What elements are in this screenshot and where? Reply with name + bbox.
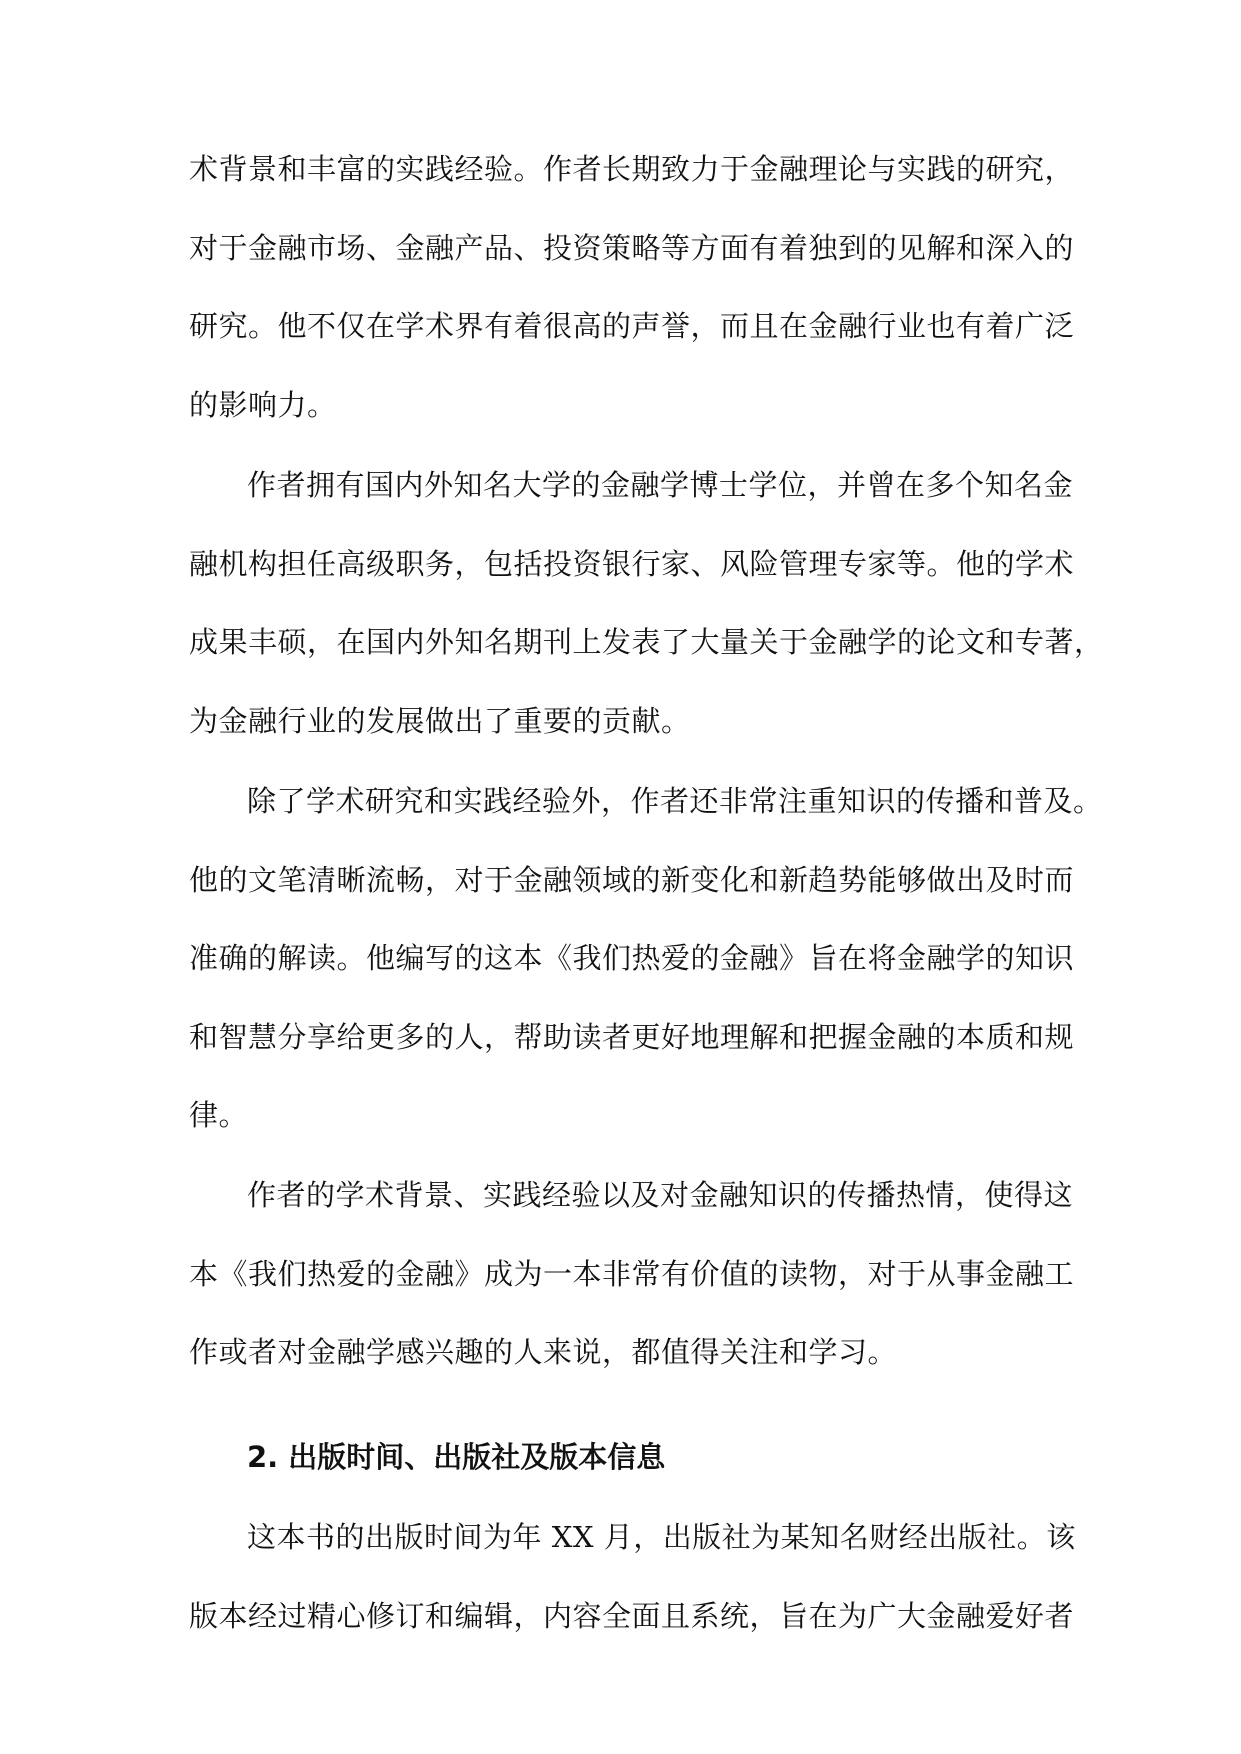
text-line: 为金融行业的发展做出了重要的贡献。	[189, 704, 691, 738]
text-line: 成果丰硕，在国内外知名期刊上发表了大量关于金融学的论文和专著，	[189, 625, 1104, 659]
text-line: 对于金融市场、金融产品、投资策略等方面有着独到的见解和深入的	[189, 231, 1075, 265]
text-line: 融机构担任高级职务，包括投资银行家、风险管理专家等。他的学术	[189, 547, 1075, 581]
text-line: 研究。他不仅在学术界有着很高的声誉，而且在金融行业也有着广泛	[189, 309, 1075, 343]
section-heading: 2. 出版时间、出版社及版本信息	[247, 1440, 666, 1474]
text-line: 律。	[189, 1098, 249, 1132]
text-line: 的影响力。	[189, 388, 337, 422]
text-line: 术背景和丰富的实践经验。作者长期致力于金融理论与实践的研究，	[189, 152, 1075, 186]
text-line: 他的文笔清晰流畅，对于金融领域的新变化和新趋势能够做出及时而	[189, 863, 1075, 897]
text-line: 作或者对金融学感兴趣的人来说，都值得关注和学习。	[189, 1335, 898, 1369]
text-line: 作者拥有国内外知名大学的金融学博士学位，并曾在多个知名金	[247, 468, 1074, 502]
text-line: 版本经过精心修订和编辑，内容全面且系统，旨在为广大金融爱好者	[189, 1599, 1075, 1633]
text-line: 除了学术研究和实践经验外，作者还非常注重知识的传播和普及。	[247, 784, 1103, 818]
text-line: 和智慧分享给更多的人，帮助读者更好地理解和把握金融的本质和规	[189, 1020, 1075, 1054]
text-line: 准确的解读。他编写的这本《我们热爱的金融》旨在将金融学的知识	[189, 941, 1075, 975]
text-line: 本《我们热爱的金融》成为一本非常有价值的读物，对于从事金融工	[189, 1257, 1075, 1291]
text-line: 作者的学术背景、实践经验以及对金融知识的传播热情，使得这	[247, 1178, 1074, 1212]
text-line: 这本书的出版时间为年 XX 月，出版社为某知名财经出版社。该	[247, 1520, 1076, 1554]
